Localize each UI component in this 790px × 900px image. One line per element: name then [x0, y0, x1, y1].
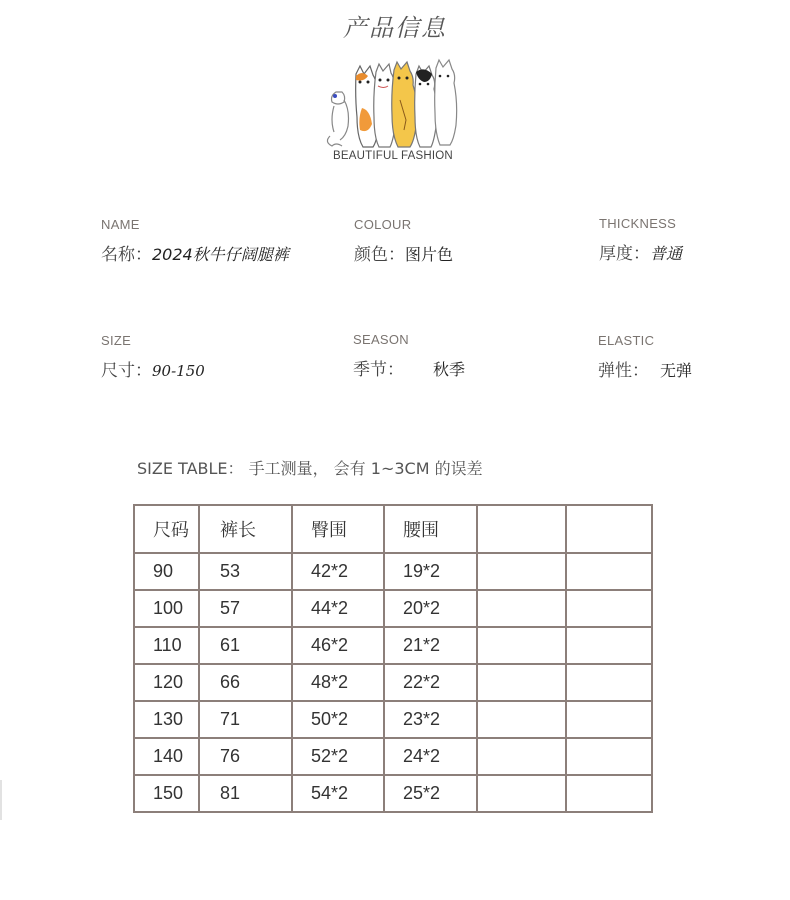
field-size-value: 90-150	[152, 362, 205, 380]
field-size	[101, 333, 205, 381]
table-header-row	[134, 505, 652, 553]
table-cell	[477, 664, 566, 701]
table-row	[134, 738, 652, 775]
table-cell	[566, 775, 652, 812]
table-cell: 23*2	[384, 701, 477, 738]
field-elastic	[598, 333, 692, 381]
field-colour	[354, 217, 453, 265]
field-name-en: NAME	[101, 217, 140, 232]
field-colour-en: COLOUR	[354, 217, 412, 232]
size-table-heading: SIZE TABLE： 手工测量， 会有 1~3CM 的误差	[137, 459, 483, 478]
field-thickness-value: 普通	[650, 244, 683, 263]
table-cell	[477, 553, 566, 590]
table-header-cell	[477, 505, 566, 553]
field-name-label: 名称：	[101, 245, 152, 265]
table-cell	[477, 701, 566, 738]
field-thickness	[599, 216, 682, 264]
table-header-cell: 臀围	[292, 505, 384, 553]
field-colour-value: 图片色	[405, 245, 454, 264]
table-row	[134, 553, 652, 590]
field-name-value: 2024秋牛仔阔腿裤	[152, 245, 289, 264]
table-cell: 61	[199, 627, 292, 664]
cat-white-tall-icon	[435, 60, 457, 145]
field-season-label: 季节：	[353, 360, 404, 380]
table-cell: 52*2	[292, 738, 384, 775]
table-cell: 46*2	[292, 627, 384, 664]
cat-grey-icon	[327, 92, 348, 146]
table-cell: 130	[134, 701, 199, 738]
table-cell	[477, 738, 566, 775]
table-header-cell: 腰围	[384, 505, 477, 553]
field-size-label: 尺寸：	[101, 361, 152, 381]
table-cell	[566, 590, 652, 627]
field-season-value: 秋季	[433, 360, 466, 379]
table-cell	[566, 553, 652, 590]
cat-black-icon	[415, 66, 437, 147]
field-elastic-value: 无弹	[660, 361, 693, 380]
table-header-cell: 裤长	[199, 505, 292, 553]
table-row	[134, 590, 652, 627]
table-header-cell: 尺码	[134, 505, 199, 553]
table-cell: 25*2	[384, 775, 477, 812]
table-cell: 19*2	[384, 553, 477, 590]
table-header-cell	[566, 505, 652, 553]
page-title: 产品信息	[343, 14, 447, 42]
field-name	[101, 217, 289, 265]
table-cell: 81	[199, 775, 292, 812]
field-elastic-label: 弹性：	[598, 361, 649, 381]
table-cell: 48*2	[292, 664, 384, 701]
table-cell	[566, 627, 652, 664]
table-cell	[477, 775, 566, 812]
field-colour-label: 颜色：	[354, 245, 405, 265]
table-row	[134, 664, 652, 701]
field-thickness-en: THICKNESS	[599, 216, 677, 231]
table-row	[134, 701, 652, 738]
table-cell: 100	[134, 590, 199, 627]
table-cell	[477, 590, 566, 627]
field-elastic-en: ELASTIC	[598, 333, 655, 348]
table-cell: 140	[134, 738, 199, 775]
table-cell: 22*2	[384, 664, 477, 701]
table-cell: 57	[199, 590, 292, 627]
table-cell: 66	[199, 664, 292, 701]
edge-divider	[0, 780, 2, 820]
table-cell: 76	[199, 738, 292, 775]
table-cell: 54*2	[292, 775, 384, 812]
table-cell	[566, 701, 652, 738]
table-cell: 71	[199, 701, 292, 738]
table-cell	[566, 664, 652, 701]
table-cell: 42*2	[292, 553, 384, 590]
table-cell: 21*2	[384, 627, 477, 664]
table-cell: 44*2	[292, 590, 384, 627]
table-cell	[477, 627, 566, 664]
table-cell: 24*2	[384, 738, 477, 775]
table-cell	[566, 738, 652, 775]
table-cell: 20*2	[384, 590, 477, 627]
cat-yellow-icon	[392, 62, 417, 147]
field-season-en: SEASON	[353, 332, 409, 347]
table-cell: 50*2	[292, 701, 384, 738]
field-size-en: SIZE	[101, 333, 132, 348]
field-thickness-label: 厚度：	[599, 244, 650, 264]
table-row	[134, 627, 652, 664]
table-cell: 90	[134, 553, 199, 590]
table-cell: 150	[134, 775, 199, 812]
table-cell: 110	[134, 627, 199, 664]
field-season	[353, 332, 465, 380]
brand-text: BEAUTIFUL FASHION	[333, 150, 453, 162]
table-cell: 53	[199, 553, 292, 590]
table-row	[134, 775, 652, 812]
size-table	[133, 504, 653, 813]
table-cell: 120	[134, 664, 199, 701]
